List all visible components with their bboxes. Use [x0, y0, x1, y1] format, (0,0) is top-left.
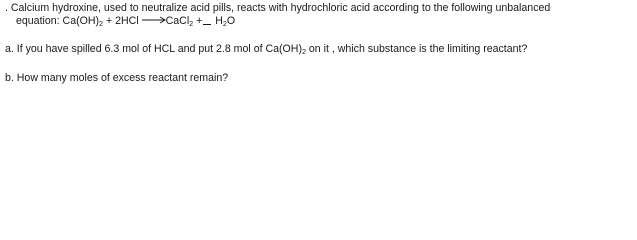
coefficient-blank [203, 14, 211, 25]
equation-label: equation: [16, 15, 60, 27]
reactant-hcl: + 2HCl [103, 15, 142, 27]
intro-line: . Calcium hydroxine, used to neutralize acid pills, reacts with hydrochloric acid according to the following unbalanced [5, 2, 551, 14]
question-a: a. If you have spilled 6.3 mol of HCL and put 2.8 mol of $Ca(OH)_2$ on it , which substance is the limiting reactant? [5, 43, 528, 56]
product-calcium-chloride: CaCl$_2$ [165, 15, 194, 28]
chemical-equation [16, 14, 235, 28]
plus-sign: + [193, 15, 203, 27]
product-water: $H_2O$ [212, 15, 236, 28]
reactant-calcium-hydroxide: $Ca(OH)_2$ [62, 15, 104, 28]
question-b: b. How many moles of excess reactant remain? [5, 72, 229, 84]
reaction-arrow-icon [142, 16, 166, 24]
